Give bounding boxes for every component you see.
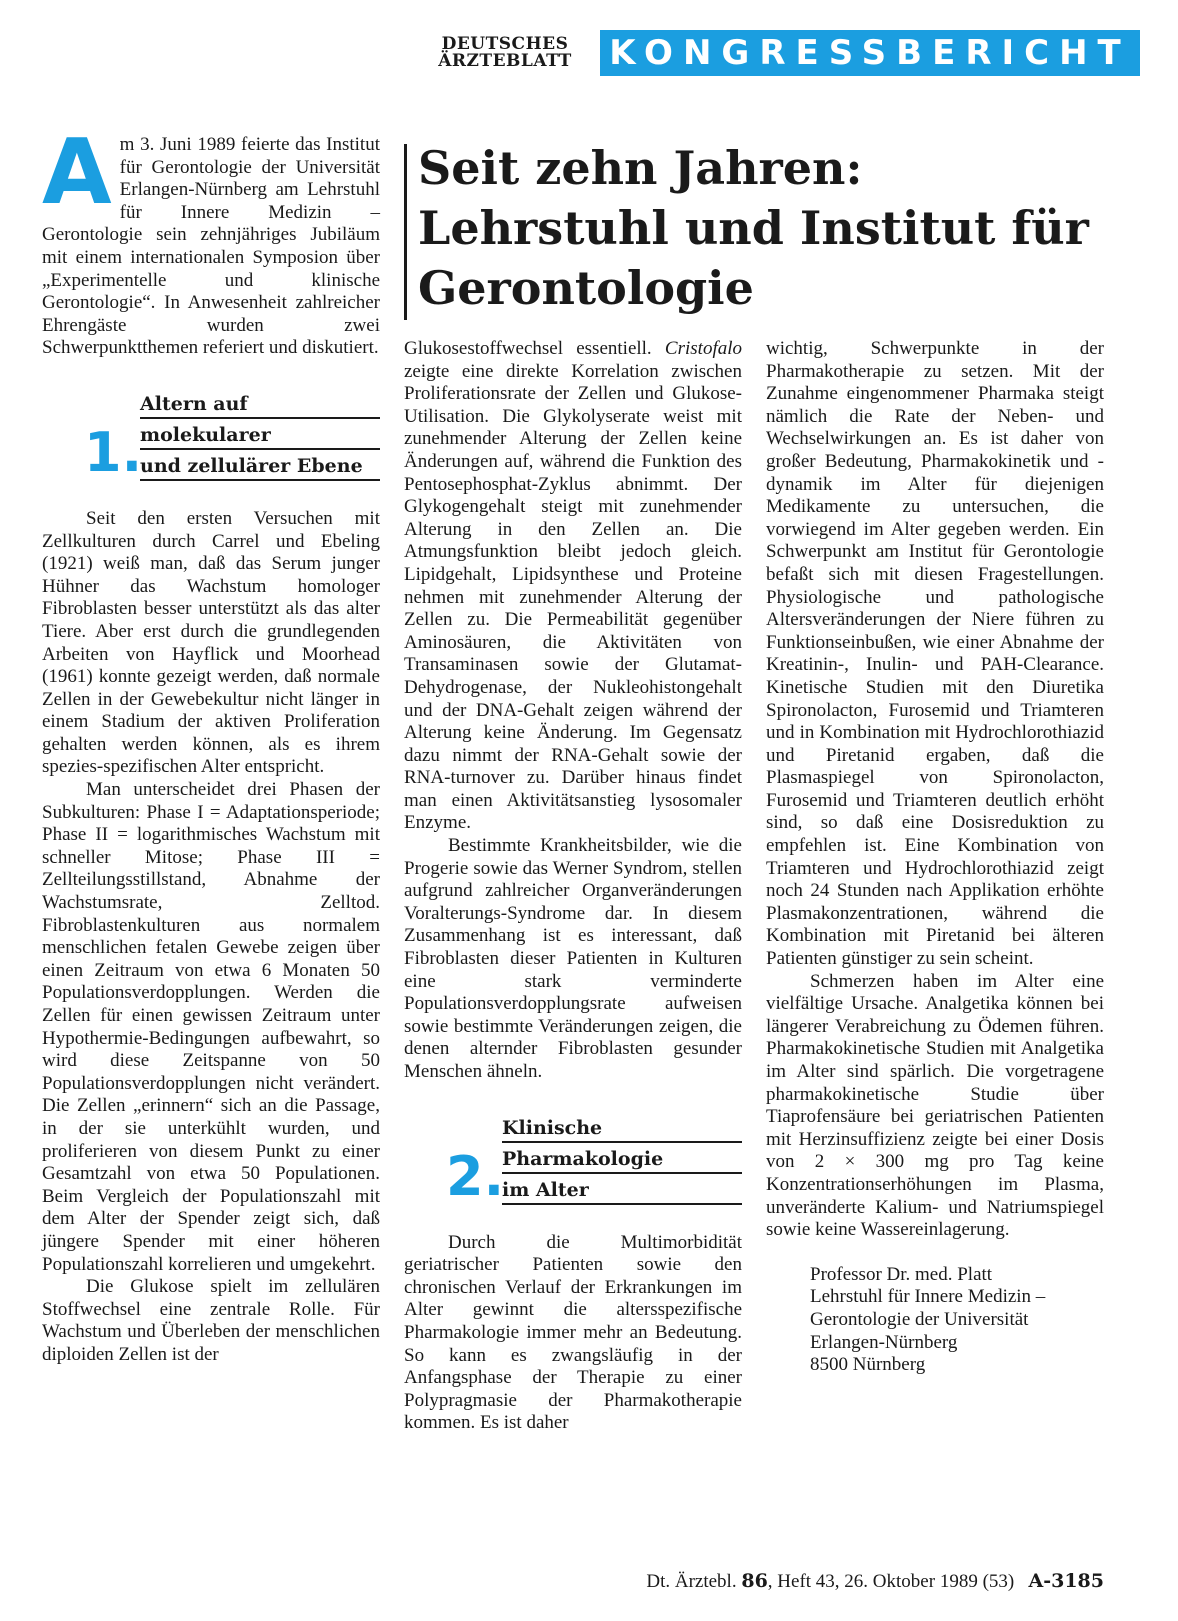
col2-p1-start: Glukosestoffwechsel essentiell. <box>404 338 665 359</box>
author-signature <box>810 1264 1104 1377</box>
footer-issue-date: , Heft 43, 26. Oktober 1989 (53) <box>767 1571 1015 1592</box>
masthead <box>420 26 1140 78</box>
article-title <box>418 138 1148 318</box>
section-1-line-1: Altern auf <box>140 388 380 419</box>
journal-logo <box>420 36 590 70</box>
col3-paragraph-2: Schmerzen haben im Alter eine vielfältige Ursache. Analgetika können bei längerer Verabreichung zu Ödemen führen. Pharmakokinetische Studien mit Analgetika im Alter sind spärlich. Die vorgetragene pharmakokinetische Studie über Tiaprofensäure bei geriatrischen Patienten mit Herzinsuffizienz zeigte bei einer Dosis von 2 × 300 mg pro Tag keine Konzentrationserhöhungen im Plasma, unveränderte Kalium- und Natriumspiegel sowie keine Wassereinlagerung. <box>766 970 1104 1241</box>
section-2-line-3: im Alter <box>502 1174 742 1205</box>
intro-paragraph <box>42 120 380 360</box>
footer-volume: 86 <box>741 1570 768 1592</box>
section-banner: KONGRESSBERICHT <box>600 30 1140 76</box>
signature-line-4: Erlangen-Nürnberg <box>810 1331 958 1353</box>
logo-line-2: ÄRZTEBLATT <box>438 51 572 71</box>
col1-paragraph-3: Die Glukose spielt im zellulären Stoffwechsel eine zentrale Rolle. Für Wachstum und Überleben der menschlichen diploiden Zellen ist der <box>42 1276 380 1365</box>
column-3 <box>766 338 1104 1377</box>
signature-line-1: Professor Dr. med. Platt <box>810 1263 993 1285</box>
section-1-number: 1. <box>84 420 143 484</box>
col2-paragraph-1 <box>404 338 742 835</box>
column-2 <box>404 338 742 1435</box>
footer-page-number: A-3185 <box>1028 1570 1104 1592</box>
page-footer <box>600 1570 1104 1593</box>
logo-line-1: DEUTSCHES <box>441 34 569 54</box>
section-2-line-2: Pharmakologie <box>502 1143 742 1174</box>
title-line-2: Lehrstuhl und Institut für <box>418 201 1089 255</box>
col2-p1-rest: zeigte eine direkte Korrelation zwischen Proliferationsrate der Zellen und Glukose-Utilisation. Die Glykolyserate weist mit zunehmender Alterung der Zellen keine Änderungen auf, während die Funktion des Pentosephosphat-Zyklus abnimmt. Der Glykogengehalt steigt mit zunehmender Alterung in den Zellen an. Die Atmungsfunktion bleibt jedoch gleich. Lipidgehalt, Lipidsynthese und Proteine nehmen mit zunehmender Alterung der Zellen zu. Die Permeabilität gegenüber Aminosäuren, die Aktivitäten von Transaminasen sowie der Glutamat-Dehydrogenase, der Nukleohistongehalt und der DNA-Gehalt zeigen während der Alterung keine Änderung. Im Gegensatz dazu nimmt der RNA-Gehalt sowie der RNA-turnover zu. Darüber hinaus findet man einen Aktivitätsanstieg lysosomaler Enzyme. <box>404 360 742 834</box>
footer-journal: Dt. Ärztebl. <box>646 1571 737 1592</box>
title-line-3: Gerontologie <box>418 261 754 315</box>
section-1-line-2: molekularer <box>140 419 380 450</box>
section-2-number: 2. <box>446 1144 505 1208</box>
title-line-1: Seit zehn Jahren: <box>418 141 863 195</box>
signature-line-5: 8500 Nürnberg <box>810 1354 926 1376</box>
intro-text: m 3. Juni 1989 feierte das Institut für Gerontologie der Universität Erlangen-Nürnberg am Lehrstuhl für Innere Medizin – Gerontologie sein zehnjähriges Jubiläum mit einem internationalen Symposion über „Experimentelle und klinische Gerontologie“. In Anwesenheit zahlreicher Ehrengäste wurden zwei Schwerpunktthemen referiert und diskutiert. <box>42 134 380 359</box>
author-name-italic: Cristofalo <box>664 338 742 359</box>
signature-line-2: Lehrstuhl für Innere Medizin – <box>810 1286 1046 1308</box>
col3-paragraph-1: wichtig, Schwerpunkte in der Pharmakotherapie zu setzen. Mit der Zunahme eingenommener Pharmaka steigt nämlich die Rate der Neben- und Wechselwirkungen an. Es ist daher von großer Bedeutung, Pharmakokinetik und -dynamik im Alter für diejenigen Medikamente zu untersuchen, die vorwiegend im Alter gegeben werden. Ein Schwerpunkt am Institut für Gerontologie befaßt sich mit diesen Fragestellungen. Physiologische und pathologische Altersveränderungen der Niere führen zu Funktionseinbußen, wie einer Abnahme der Kreatinin-, Inulin- und PAH-Clearance. Kinetische Studien mit den Diuretika Spironolacton, Furosemid und Triamteren und in Kombination mit Hydrochlorothiazid und Piretanid ergaben, daß die Plasmaspiegel von Spironolacton, Furosemid und Triamteren deutlich erhöht sind, so daß eine Dosisreduktion zu empfehlen ist. Eine Kombination von Triamteren und Hydrochlorothiazid zeigt noch 24 Stunden nach Applikation erhöhte Plasmakonzentrationen, während die Kombination mit Piretanid bei älteren Patienten günstiger zu sein scheint. <box>766 338 1104 970</box>
column-1 <box>42 120 380 1367</box>
section-1-line-3: und zellulärer Ebene <box>140 450 380 481</box>
col1-paragraph-1: Seit den ersten Versuchen mit Zellkulturen durch Carrel und Ebeling (1921) weiß man, daß das Serum junger Hühner das Wachstum homologer Fibroblasten besser unterstützt als das alter Tiere. Aber erst durch die grundlegenden Arbeiten von Hayflick und Moorhead (1961) konnte gezeigt werden, daß normale Zellen in der Gewebekultur nicht länger in einem Stadium der aktiven Proliferation gehalten werden können, als es ihrem spezies-spezifischen Alter entspricht. <box>42 507 380 778</box>
signature-line-3: Gerontologie der Universität <box>810 1308 1029 1330</box>
section-2-heading <box>404 1112 742 1216</box>
title-rule <box>404 144 407 320</box>
section-1-heading <box>42 388 380 492</box>
section-2-line-1: Klinische <box>502 1112 742 1143</box>
drop-cap: A <box>42 120 112 225</box>
col2-paragraph-3: Durch die Multimorbidität geriatrischer Patienten sowie den chronischen Verlauf der Erkrankungen im Alter gewinnt die altersspezifische Pharmakologie immer mehr an Bedeutung. So kann es zwangsläufig in der Anfangsphase der Therapie zu einer Polypragmasie der Pharmakotherapie kommen. Es ist daher <box>404 1231 742 1434</box>
col1-paragraph-2: Man unterscheidet drei Phasen der Subkulturen: Phase I = Adaptationsperiode; Phase II = logarithmisches Wachstum mit schneller Mitose; Phase III = Zellteilungsstillstand, Abnahme der Wachstumsrate, Zelltod. Fibroblastenkulturen aus normalem menschlichen fetalen Gewebe zeigen über einen Zeitraum von etwa 6 Monaten 50 Populationsverdopplungen. Werden die Zellen für einen gewissen Zeitraum unter Hypothermie-Bedingungen aufbewahrt, so wird diese Zeitspanne von 50 Populationsverdopplungen nicht verändert. Die Zellen „erinnern“ sich an die Passage, in der sie unterkühlt wurden, und proliferieren von diesem Punkt zu einer Gesamtzahl von etwa 50 Populationen. Beim Vergleich der Populationszahl mit dem Alter der Spender zeigt sich, daß jüngere Spender mit einer höheren Populationszahl korrelieren und umgekehrt. <box>42 779 380 1275</box>
col2-paragraph-2: Bestimmte Krankheitsbilder, wie die Progerie sowie das Werner Syndrom, stellen aufgrund zahlreicher Organveränderungen Voralterungs-Syndrome dar. In diesem Zusammenhang ist es interessant, daß Fibroblasten dieser Patienten in Kulturen eine stark verminderte Populationsverdopplungsrate aufweisen sowie bestimmte Veränderungen zeigen, die denen alternder Fibroblasten gesunder Menschen ähneln. <box>404 835 742 1082</box>
